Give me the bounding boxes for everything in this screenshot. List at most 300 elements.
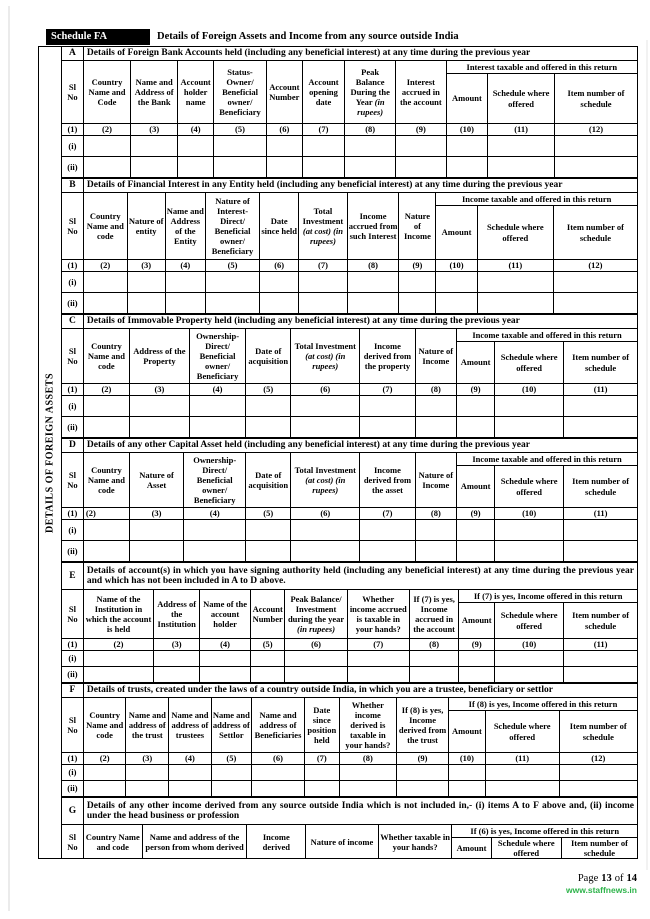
- sub-col-header: Item number of schedule: [559, 711, 637, 753]
- empty-cell: [126, 781, 169, 797]
- empty-cell: [564, 541, 638, 562]
- col-header: Nature of Income: [415, 329, 456, 384]
- empty-cell: [564, 417, 638, 438]
- col-number: (3): [154, 639, 200, 651]
- empty-cell: [83, 651, 153, 667]
- row-label: (ii): [62, 541, 84, 562]
- empty-cell: [339, 781, 397, 797]
- empty-cell: [436, 293, 477, 314]
- empty-cell: [178, 136, 214, 157]
- section-a-table: [61, 46, 638, 178]
- empty-cell: [495, 396, 564, 417]
- col-number: (11): [564, 508, 638, 520]
- empty-cell: [291, 396, 360, 417]
- empty-cell: [200, 667, 251, 683]
- col-header: Name and address of the trust: [126, 698, 169, 753]
- empty-cell: [457, 396, 495, 417]
- group-header: If (7) is yes, Income offered in this return: [459, 590, 638, 603]
- col-number: (1): [62, 384, 84, 396]
- col-header: Name and address of Beneficiaries: [252, 698, 305, 753]
- empty-cell: [399, 293, 436, 314]
- empty-cell: [554, 136, 637, 157]
- col-number: (5): [211, 753, 251, 765]
- col-header: Status- Owner/ Beneficial owner/ Beneficiary: [214, 61, 267, 124]
- col-header: [345, 61, 396, 124]
- empty-cell: [267, 136, 303, 157]
- empty-cell: [246, 417, 291, 438]
- col-number: (2): [83, 508, 129, 520]
- col-number: (1): [62, 753, 84, 765]
- row-label: (ii): [62, 667, 84, 683]
- col-number: (10): [436, 260, 477, 272]
- sub-col-header: Schedule where offered: [491, 838, 561, 859]
- col-number: (5): [250, 639, 285, 651]
- empty-cell: [446, 157, 487, 178]
- empty-cell: [131, 136, 178, 157]
- group-header: If (8) is yes, Income offered in this return: [448, 698, 637, 711]
- col-number: (8): [345, 124, 396, 136]
- empty-cell: [285, 651, 347, 667]
- empty-cell: [554, 157, 637, 178]
- col-header: Name and Address of the Bank: [131, 61, 178, 124]
- empty-cell: [205, 272, 259, 293]
- col-number: (5): [246, 508, 291, 520]
- col-header: Address of the Property: [129, 329, 189, 384]
- empty-cell: [495, 667, 564, 683]
- col-header: [291, 453, 360, 508]
- col-header: Country Name and code: [83, 698, 126, 753]
- empty-cell: [129, 396, 189, 417]
- col-header: Nature of Interest- Direct/ Beneficial owner/ Beneficiary: [205, 193, 259, 260]
- col-number: (7): [305, 753, 340, 765]
- col-header: Address of the Institution: [154, 590, 200, 639]
- column-header-row: [62, 193, 638, 206]
- section-f-table: [61, 683, 638, 797]
- col-header: Date since held: [260, 193, 299, 260]
- col-header: Whether income accrued is taxable in your hands?: [347, 590, 409, 639]
- col-number: (8): [339, 753, 397, 765]
- col-number: (2): [83, 260, 127, 272]
- empty-cell: [360, 417, 415, 438]
- table-row: [62, 520, 638, 541]
- empty-cell: [345, 136, 396, 157]
- empty-cell: [347, 272, 399, 293]
- header-italic: (at cost) (in rupees): [302, 226, 344, 247]
- empty-cell: [345, 157, 396, 178]
- empty-cell: [409, 667, 459, 683]
- empty-cell: [485, 781, 559, 797]
- empty-cell: [211, 765, 251, 781]
- empty-cell: [205, 293, 259, 314]
- col-number: (2): [83, 124, 130, 136]
- col-header: Date of acquisition: [246, 329, 291, 384]
- col-number: (6): [291, 508, 360, 520]
- empty-cell: [448, 765, 485, 781]
- empty-cell: [83, 157, 130, 178]
- col-number: (7): [360, 508, 415, 520]
- empty-cell: [246, 396, 291, 417]
- col-number: (1): [62, 639, 84, 651]
- header-italic: (at cost) (in rupees): [305, 350, 346, 371]
- group-header: Income taxable and offered in this return: [436, 193, 638, 206]
- empty-cell: [83, 272, 127, 293]
- sub-col-header: Item number of schedule: [564, 342, 638, 384]
- table-row: [62, 765, 638, 781]
- sub-col-header: Schedule where offered: [495, 466, 564, 508]
- table-row: [62, 293, 638, 314]
- of-word: of: [614, 873, 624, 884]
- empty-cell: [436, 272, 477, 293]
- form-body: [38, 46, 639, 859]
- sub-col-header: Amount: [448, 711, 485, 753]
- row-label: (i): [62, 136, 84, 157]
- col-number: (1): [62, 508, 84, 520]
- header-text: Total Investment: [302, 205, 344, 226]
- header-italic: (in rupees): [357, 97, 385, 118]
- col-number: (3): [127, 260, 165, 272]
- section-title: Details of Immovable Property held (including any beneficial interest) at any time during the previous year: [83, 315, 637, 329]
- scan-artifact-right: [646, 40, 648, 870]
- col-number: (11): [488, 124, 555, 136]
- column-number-row: [62, 124, 638, 136]
- col-header: Name of the Institution in which the account is held: [83, 590, 153, 639]
- header-italic: (in rupees): [297, 624, 336, 635]
- table-row: [62, 396, 638, 417]
- empty-cell: [129, 417, 189, 438]
- column-number-row: [62, 384, 638, 396]
- empty-cell: [459, 667, 495, 683]
- column-number-row: [62, 508, 638, 520]
- column-header-row: [62, 329, 638, 342]
- section-letter: D: [62, 439, 84, 453]
- section-b-table: [61, 178, 638, 314]
- page-footer: [566, 873, 637, 895]
- side-vertical-label: DETAILS OF FOREIGN ASSETS: [44, 372, 56, 533]
- col-number: (12): [559, 753, 637, 765]
- empty-cell: [83, 417, 129, 438]
- row-label: (i): [62, 520, 84, 541]
- empty-cell: [347, 651, 409, 667]
- row-label: (ii): [62, 293, 84, 314]
- empty-cell: [495, 417, 564, 438]
- empty-cell: [291, 520, 360, 541]
- empty-cell: [495, 520, 564, 541]
- col-header: Nature of Income: [399, 193, 436, 260]
- empty-cell: [154, 651, 200, 667]
- col-number: (4): [184, 508, 246, 520]
- section-letter: G: [62, 798, 84, 825]
- empty-cell: [564, 396, 638, 417]
- section-title-row: [62, 315, 638, 329]
- empty-cell: [291, 417, 360, 438]
- section-letter: A: [62, 47, 84, 61]
- col-header: Sl No: [62, 698, 84, 753]
- empty-cell: [485, 765, 559, 781]
- empty-cell: [415, 396, 456, 417]
- empty-cell: [415, 520, 456, 541]
- col-header: Sl No: [62, 825, 84, 859]
- empty-cell: [559, 765, 637, 781]
- sub-col-header: Schedule where offered: [485, 711, 559, 753]
- col-header: Country Name and code: [83, 453, 129, 508]
- empty-cell: [457, 417, 495, 438]
- empty-cell: [305, 765, 340, 781]
- column-header-row: [62, 698, 638, 711]
- col-header: Nature of income: [306, 825, 379, 859]
- col-number: (10): [495, 508, 564, 520]
- col-header: Whether taxable in your hands?: [378, 825, 452, 859]
- empty-cell: [200, 651, 251, 667]
- empty-cell: [184, 520, 246, 541]
- col-header: [285, 590, 347, 639]
- col-header: Name and address of the person from whom derived: [142, 825, 247, 859]
- col-number: (4): [178, 124, 214, 136]
- sub-col-header: Schedule where offered: [495, 603, 564, 639]
- col-number: (2): [83, 639, 153, 651]
- side-strip: [38, 46, 61, 859]
- empty-cell: [457, 541, 495, 562]
- empty-cell: [396, 136, 447, 157]
- empty-cell: [360, 520, 415, 541]
- group-header: Income taxable and offered in this return: [457, 453, 638, 466]
- col-number: (6): [291, 384, 360, 396]
- empty-cell: [397, 765, 449, 781]
- table-row: [62, 541, 638, 562]
- row-label: (ii): [62, 417, 84, 438]
- col-header: Sl No: [62, 590, 84, 639]
- col-header: Account Number: [250, 590, 285, 639]
- col-header: Sl No: [62, 329, 84, 384]
- empty-cell: [83, 293, 127, 314]
- col-header: Country Name and code: [83, 193, 127, 260]
- col-number: (4): [165, 260, 205, 272]
- column-header-row: [62, 453, 638, 466]
- empty-cell: [246, 541, 291, 562]
- empty-cell: [477, 272, 553, 293]
- empty-cell: [178, 157, 214, 178]
- col-header: Account Number: [267, 61, 303, 124]
- col-header: Date since position held: [305, 698, 340, 753]
- empty-cell: [169, 765, 212, 781]
- col-header: Sl No: [62, 61, 84, 124]
- empty-cell: [169, 781, 212, 797]
- empty-cell: [495, 651, 564, 667]
- group-header: If (6) is yes, Income offered in this return: [452, 825, 638, 838]
- col-header: Sl No: [62, 453, 84, 508]
- row-label: (ii): [62, 157, 84, 178]
- column-number-row: [62, 639, 638, 651]
- col-number: (8): [415, 508, 456, 520]
- col-header: [291, 329, 360, 384]
- empty-cell: [285, 667, 347, 683]
- column-header-row: [62, 61, 638, 74]
- empty-cell: [446, 136, 487, 157]
- col-header: Nature of Asset: [129, 453, 183, 508]
- row-label: (i): [62, 396, 84, 417]
- empty-cell: [211, 781, 251, 797]
- page-indicator: [566, 873, 637, 884]
- empty-cell: [559, 781, 637, 797]
- section-title-row: [62, 179, 638, 193]
- empty-cell: [339, 765, 397, 781]
- section-letter: E: [62, 563, 84, 590]
- sub-col-header: Amount: [452, 838, 491, 859]
- empty-cell: [299, 293, 347, 314]
- col-number: (9): [396, 124, 447, 136]
- col-header: Name of the account holder: [200, 590, 251, 639]
- empty-cell: [129, 520, 183, 541]
- col-header: Country Name and Code: [83, 61, 130, 124]
- empty-cell: [246, 520, 291, 541]
- section-title: Details of any other Capital Asset held (including any beneficial interest) at any time during the previous year: [83, 439, 637, 453]
- empty-cell: [448, 781, 485, 797]
- sub-col-header: Item number of schedule: [561, 838, 637, 859]
- empty-cell: [495, 541, 564, 562]
- col-header: Ownership- Direct/ Beneficial owner/ Beneficiary: [189, 329, 245, 384]
- empty-cell: [184, 541, 246, 562]
- empty-cell: [214, 157, 267, 178]
- col-number: (8): [347, 260, 399, 272]
- sub-col-header: Schedule where offered: [477, 206, 553, 260]
- sub-col-header: Amount: [457, 466, 495, 508]
- col-number: (6): [285, 639, 347, 651]
- table-row: [62, 651, 638, 667]
- sub-col-header: Item number of schedule: [564, 603, 638, 639]
- row-label: (i): [62, 651, 84, 667]
- empty-cell: [299, 272, 347, 293]
- section-letter: B: [62, 179, 84, 193]
- schedule-title: Details of Foreign Assets and Income from any source outside India: [157, 31, 459, 42]
- empty-cell: [459, 651, 495, 667]
- empty-cell: [415, 541, 456, 562]
- header-text: Total Investment: [294, 340, 356, 351]
- col-number: (1): [62, 124, 84, 136]
- column-number-row: [62, 753, 638, 765]
- col-header: If (8) is yes, Income derived from the trust: [397, 698, 449, 753]
- section-title: Details of trusts, created under the laws of a country outside India, in which you are a trustee, beneficiary or settlor: [83, 684, 637, 698]
- empty-cell: [165, 272, 205, 293]
- col-number: (5): [246, 384, 291, 396]
- header-text: Peak Balance During the Year: [350, 66, 390, 107]
- page-word: Page: [577, 873, 599, 884]
- col-header: Account opening date: [302, 61, 345, 124]
- empty-cell: [267, 157, 303, 178]
- empty-cell: [477, 293, 553, 314]
- empty-cell: [189, 396, 245, 417]
- group-header: Income taxable and offered in this return: [457, 329, 638, 342]
- col-header: Account holder name: [178, 61, 214, 124]
- row-label: (i): [62, 765, 84, 781]
- col-number: (2): [83, 384, 129, 396]
- col-number: (5): [205, 260, 259, 272]
- col-number: (9): [457, 384, 495, 396]
- column-number-row: [62, 260, 638, 272]
- col-header: Name and address of Settlor: [211, 698, 251, 753]
- col-header: Name and address of trustees: [169, 698, 212, 753]
- col-header: Nature of Income: [415, 453, 456, 508]
- col-number: (9): [397, 753, 449, 765]
- empty-cell: [83, 520, 129, 541]
- sub-col-header: Amount: [436, 206, 477, 260]
- empty-cell: [83, 541, 129, 562]
- site-watermark: www.staffnews.in: [565, 885, 637, 895]
- col-number: (9): [457, 508, 495, 520]
- empty-cell: [127, 293, 165, 314]
- empty-cell: [260, 293, 299, 314]
- empty-cell: [409, 651, 459, 667]
- schedule-fa-badge: Schedule FA: [46, 29, 150, 45]
- section-title-row: [62, 47, 638, 61]
- col-header: Country Name and code: [83, 329, 129, 384]
- section-title-row: [62, 798, 638, 825]
- empty-cell: [250, 667, 285, 683]
- empty-cell: [399, 272, 436, 293]
- table-row: [62, 157, 638, 178]
- table-row: [62, 417, 638, 438]
- sub-col-header: Schedule where offered: [495, 342, 564, 384]
- header-italic: (at cost) (in rupees): [305, 474, 346, 495]
- col-number: (10): [448, 753, 485, 765]
- col-number: (6): [260, 260, 299, 272]
- col-number: (8): [409, 639, 459, 651]
- col-number: (11): [564, 639, 638, 651]
- header-text: Total Investment: [294, 464, 356, 475]
- row-label: (ii): [62, 781, 84, 797]
- sub-col-header: Item number of schedule: [553, 206, 637, 260]
- col-number: (4): [169, 753, 212, 765]
- sub-col-header: Amount: [459, 603, 495, 639]
- empty-cell: [488, 136, 555, 157]
- table-row: [62, 667, 638, 683]
- empty-cell: [415, 417, 456, 438]
- header-text: Peak Balance/ Investment during the year: [287, 593, 345, 624]
- section-title: Details of Foreign Bank Accounts held (including any beneficial interest) at any time during the previous year: [83, 47, 637, 61]
- col-header: If (7) is yes, Income accrued in the account: [409, 590, 459, 639]
- empty-cell: [189, 417, 245, 438]
- col-header: Sl No: [62, 193, 84, 260]
- section-title: Details of Financial Interest in any Entity held (including any beneficial interest) at any time during the previous year: [83, 179, 637, 193]
- col-header: Country Name and code: [83, 825, 142, 859]
- empty-cell: [564, 520, 638, 541]
- col-header: Income derived from the property: [360, 329, 415, 384]
- scan-artifact-left: [8, 6, 10, 911]
- empty-cell: [457, 520, 495, 541]
- section-title: Details of account(s) in which you have signing authority held (including any beneficial interest) at any time during the previous year and which has not been included in A to D above.: [83, 563, 637, 590]
- col-number: (7): [360, 384, 415, 396]
- section-d-table: [61, 438, 638, 562]
- col-header: Income derived: [247, 825, 306, 859]
- empty-cell: [347, 293, 399, 314]
- sub-col-header: Schedule where offered: [488, 74, 555, 124]
- empty-cell: [83, 667, 153, 683]
- col-number: (12): [554, 124, 637, 136]
- col-number: (5): [214, 124, 267, 136]
- col-number: (9): [459, 639, 495, 651]
- empty-cell: [129, 541, 183, 562]
- col-number: (11): [564, 384, 638, 396]
- empty-cell: [488, 157, 555, 178]
- table-row: [62, 272, 638, 293]
- table-row: [62, 136, 638, 157]
- section-letter: F: [62, 684, 84, 698]
- page-current: 13: [601, 873, 612, 884]
- col-number: (10): [495, 384, 564, 396]
- empty-cell: [302, 157, 345, 178]
- empty-cell: [347, 667, 409, 683]
- empty-cell: [252, 781, 305, 797]
- empty-cell: [360, 541, 415, 562]
- col-number: (12): [553, 260, 637, 272]
